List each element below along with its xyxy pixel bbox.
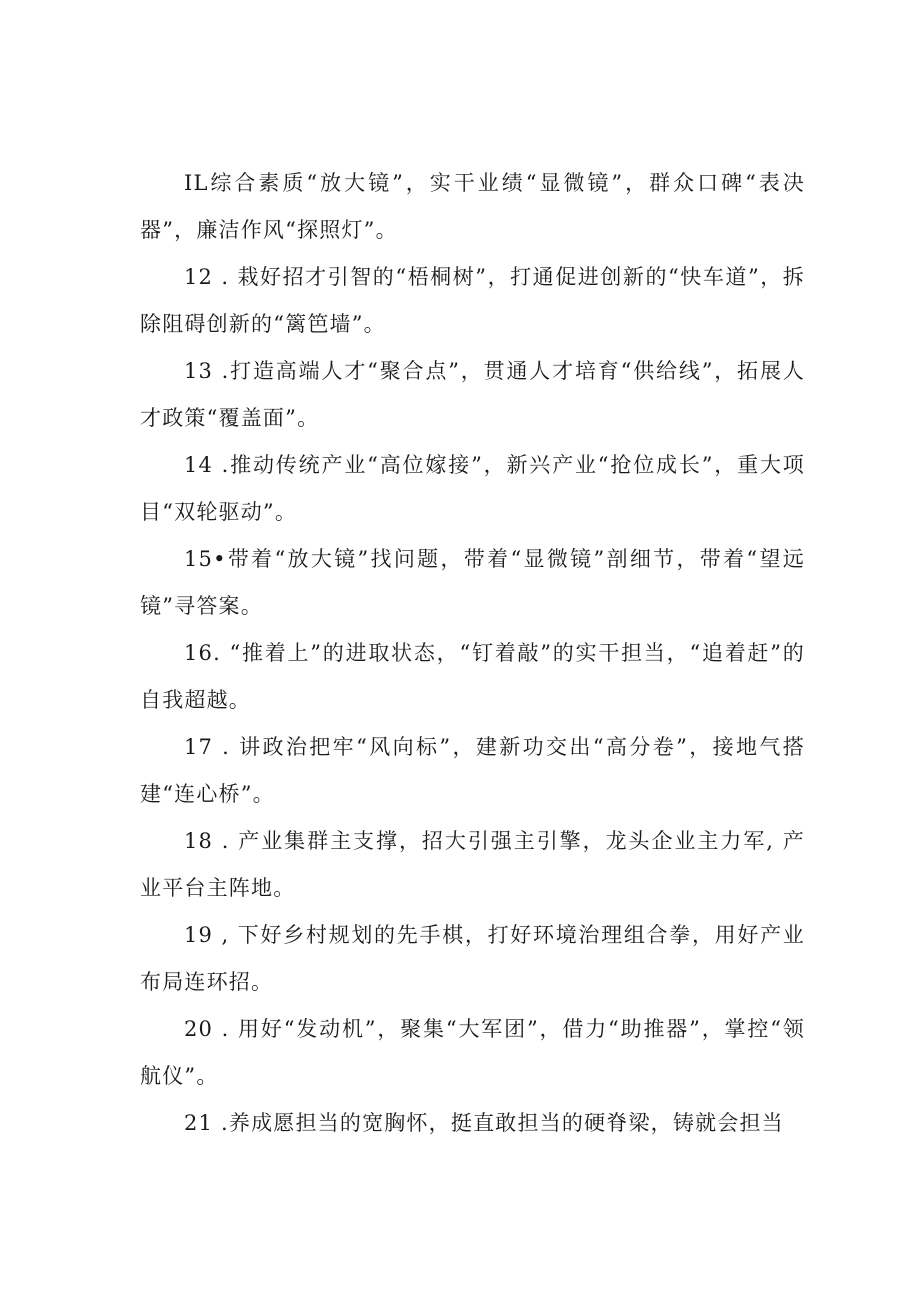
paragraph-12: 12 . 栽好招才引智的“梧桐树”，打通促进创新的“快车道”，拆除阻碍创新的“篱笆墙”。	[140, 265, 805, 336]
paragraph-17: 17 . 讲政治把牢“风向标”，建新功交出“高分卷”，接地气搭建“连心桥”。	[140, 735, 805, 806]
paragraph-18: 18 . 产业集群主支撑，招大引强主引擎，龙头企业主力军, 产业平台主阵地。	[140, 829, 805, 900]
paragraph-20: 20 . 用好“发动机”，聚集“大军团”，借力“助推器”，掌控“领航仪”。	[140, 1017, 805, 1088]
paragraph-16: 16. “推着上”的进取状态，“钉着敲”的实干担当，“追着赶”的自我超越。	[140, 641, 805, 712]
paragraph-14: 14 .推动传统产业“高位嫁接”，新兴产业“抢位成长”，重大项目“双轮驱动”。	[140, 453, 805, 524]
paragraph-19: 19 , 下好乡村规划的先手棋，打好环境治理组合拳，用好产业布局连环招。	[140, 923, 805, 994]
paragraph-15: 15•带着“放大镜”找问题，带着“显微镜”剖细节，带着“望远镜”寻答案。	[140, 547, 805, 618]
paragraph-11: IL综合素质“放大镜”，实干业绩“显微镜”，群众口碑“表决器”，廉洁作风“探照灯”。	[140, 171, 805, 242]
paragraph-21: 21 .养成愿担当的宽胸怀，挺直敢担当的硬脊梁，铸就会担当	[184, 1111, 784, 1135]
paragraph-13: 13 .打造高端人才“聚合点”，贯通人才培育“供给线”，拓展人才政策“覆盖面”。	[140, 359, 805, 430]
